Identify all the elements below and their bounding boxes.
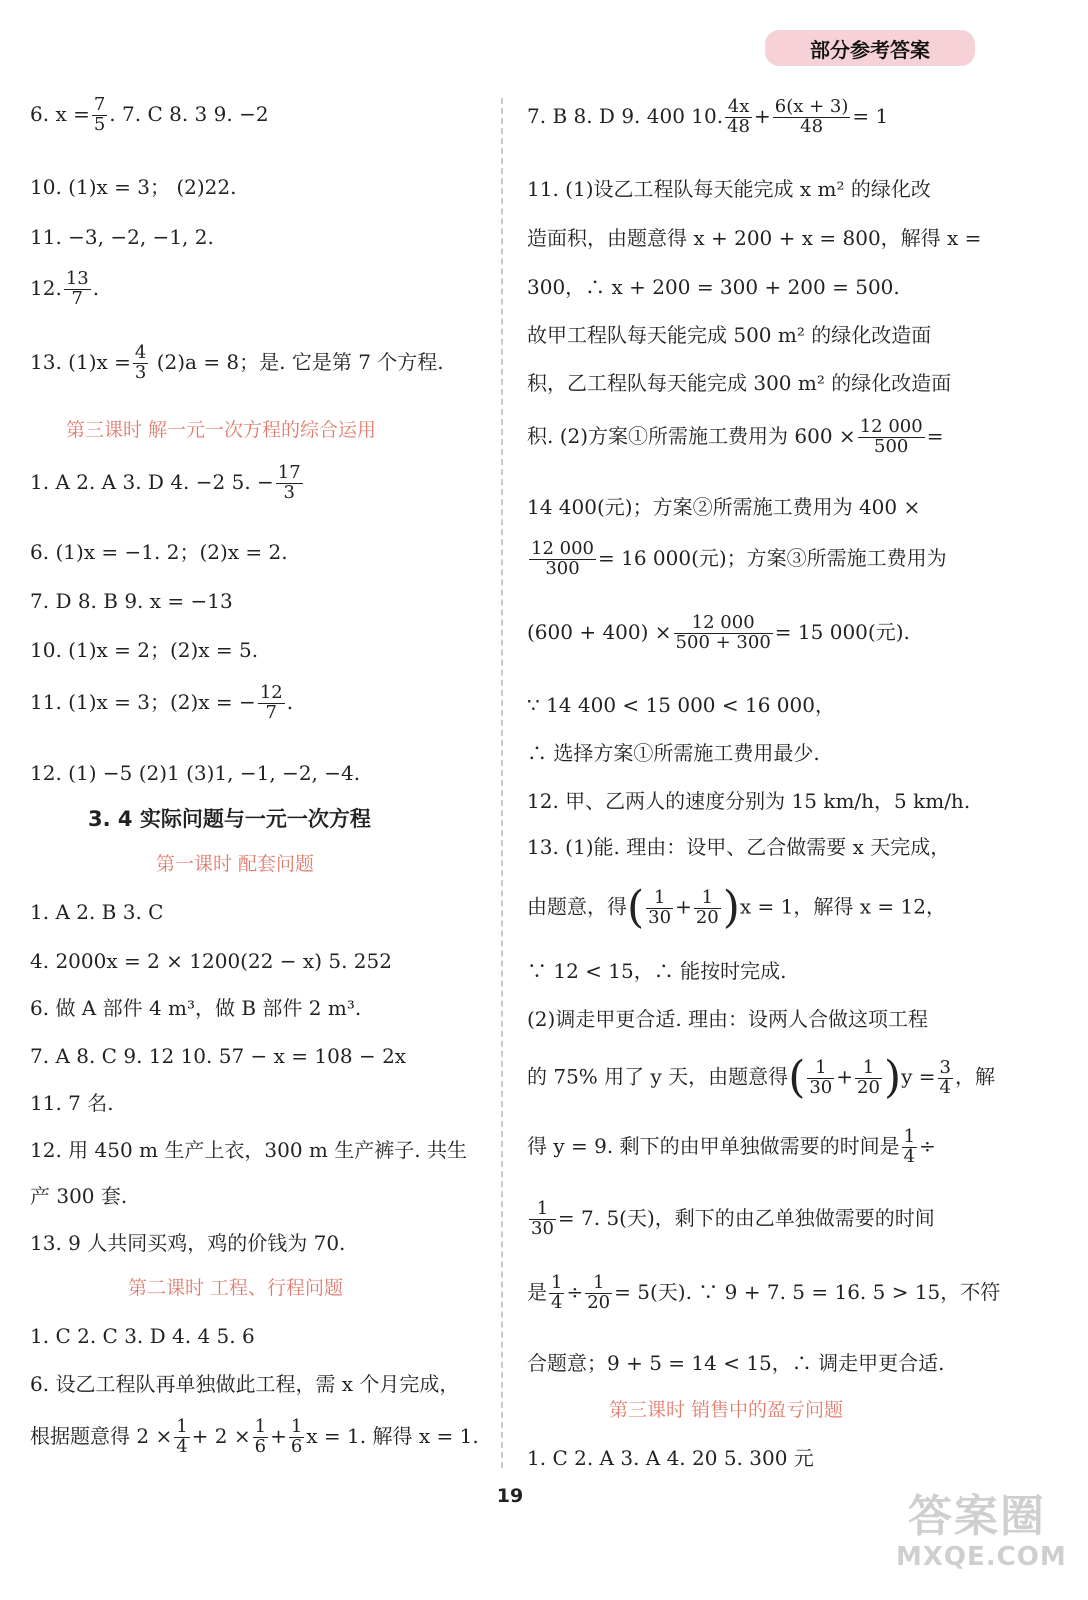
lesson-heading: 第三课时 解一元一次方程的综合运用	[66, 419, 377, 441]
answer-line: 6. 做 A 部件 4 m³，做 B 部件 2 m³.	[30, 996, 362, 1020]
fraction: $\frac{1}{4}$	[551, 1272, 563, 1313]
answer-line: 300，∴ x + 200 = 300 + 200 = 500.	[527, 275, 900, 299]
section-header-tab	[765, 30, 975, 66]
answer-line: 7. A 8. C 9. 12 10. 57 − x = 108 − 2x	[30, 1044, 407, 1068]
answer-line: (600 + 400) × $\frac{12 000}{500 + 300}$ = 15 000(元).	[527, 612, 910, 653]
answer-line: 故甲工程队每天能完成 500 m² 的绿化改造面	[527, 323, 932, 347]
chapter-heading: 3. 4 实际问题与一元一次方程	[88, 807, 371, 831]
column-divider	[501, 98, 503, 1468]
lesson-heading: 第三课时 销售中的盈亏问题	[609, 1399, 844, 1421]
answer-line: 6. 设乙工程队再单独做此工程，需 x 个月完成，	[30, 1372, 460, 1396]
answer-line: 13. (1)能. 理由：设甲、乙合做需要 x 天完成，	[527, 835, 951, 859]
answer-line: 11. −3, −2, −1, 2.	[30, 225, 214, 249]
answer-line: 1. C 2. A 3. A 4. 20 5. 300 元	[527, 1446, 814, 1470]
answer-line: (2)调走甲更合适. 理由：设两人合做这项工程	[527, 1007, 929, 1031]
fraction: $\frac{12}{7}$	[259, 682, 283, 723]
fraction: $\frac{7}{5}$	[93, 94, 106, 135]
answer-line: 12. 甲、乙两人的速度分别为 15 km/h，5 km/h.	[527, 789, 971, 813]
answer-line: 产 300 套.	[30, 1184, 128, 1208]
fraction: $\frac{17}{3}$	[277, 462, 301, 503]
answer-line: 11. (1)设乙工程队每天能完成 x m² 的绿化改	[527, 177, 931, 201]
fraction: $\frac{1}{20}$	[695, 886, 719, 928]
fraction: $\frac{12 000}{300}$	[531, 538, 594, 579]
fraction: $\frac{4x}{48}$	[727, 96, 751, 137]
answer-line: 7. D 8. B 9. x = −13	[30, 589, 233, 613]
answer-line: 积. (2)方案①所需施工费用为 600 × $\frac{12 000}{500}$ =	[527, 416, 944, 457]
fraction: $\frac{12 000}{500 + 300}$	[675, 612, 771, 653]
section-header-title: 部分参考答案	[810, 37, 930, 62]
answer-line: 13. 9 人共同买鸡，鸡的价钱为 70.	[30, 1231, 346, 1255]
answer-line: 4. 2000x = 2 × 1200(22 − x) 5. 252	[30, 949, 392, 973]
fraction: $\frac{1}{30}$	[648, 886, 672, 928]
answer-line: ∴ 选择方案①所需施工费用最少.	[527, 741, 820, 765]
answer-line: 12. 用 450 m 生产上衣，300 m 生产裤子. 共生	[30, 1138, 467, 1162]
lesson-heading: 第一课时 配套问题	[156, 853, 315, 875]
answer-line: $\frac{1}{30}$ = 7. 5(天)，剩下的由乙单独做需要的时间	[531, 1198, 935, 1239]
watermark-url: MXQE.COM	[896, 1542, 1067, 1572]
answer-line: 10. (1)x = 2；(2)x = 5.	[30, 638, 259, 662]
answer-line: 13. (1)x = $\frac{4}{3}$ (2)a = 8；是. 它是第 7 个方程.	[30, 342, 444, 383]
fraction: $\frac{1}{30}$	[809, 1056, 833, 1098]
fraction: $\frac{1}{20}$	[587, 1272, 611, 1313]
answer-line: 12. $\frac{13}{7}$ .	[30, 268, 100, 309]
answer-line: 合题意；9 + 5 = 14 < 15，∴ 调走甲更合适.	[527, 1351, 945, 1375]
answer-line: 积，乙工程队每天能完成 300 m² 的绿化改造面	[527, 371, 952, 395]
fraction: $\frac{1}{6}$	[290, 1416, 303, 1457]
fraction: $\frac{1}{4}$	[903, 1126, 916, 1167]
answer-line: 1. A 2. A 3. D 4. −2 5. − $\frac{17}{3}$	[30, 462, 301, 503]
answer-line: 10. (1)x = 3； (2)22.	[30, 175, 237, 199]
answer-line: 1. C 2. C 3. D 4. 4 5. 6	[30, 1324, 255, 1348]
answer-line: 根据题意得 2 × $\frac{1}{4}$ + 2 × $\frac{1}{6}$ + $\frac{1}{6}$ x = 1. 解得 x = 1.	[30, 1416, 479, 1457]
answer-line: 是 $\frac{1}{4}$ ÷ $\frac{1}{20}$ = 5(天). ∵ 9 + 7. 5 = 16. 5 > 15，不符	[527, 1272, 1001, 1313]
answer-line: 造面积，由题意得 x + 200 + x = 800，解得 x =	[527, 226, 982, 250]
answer-line: 的 75% 用了 y 天，由题意得( $\frac{1}{30}$ + $\frac{1}{20}$ )y = $\frac{3}{4}$ ，解	[527, 1052, 995, 1103]
answer-line: ∵ 14 400 < 15 000 < 16 000，	[527, 693, 835, 717]
lesson-heading: 第二课时 工程、行程问题	[128, 1277, 344, 1299]
fraction: $\frac{3}{4}$	[939, 1056, 951, 1098]
answer-line: 11. 7 名.	[30, 1091, 114, 1115]
answer-line: 14 400(元)；方案②所需施工费用为 400 ×	[527, 495, 921, 519]
answer-line: 11. (1)x = 3；(2)x = − $\frac{12}{7}$ .	[30, 682, 294, 723]
fraction: $\frac{4}{3}$	[134, 342, 147, 383]
answer-line: 1. A 2. B 3. C	[30, 900, 164, 924]
fraction: $\frac{1}{20}$	[857, 1056, 880, 1098]
fraction: $\frac{1}{30}$	[531, 1198, 554, 1239]
answer-line: 得 y = 9. 剩下的由甲单独做需要的时间是 $\frac{1}{4}$ ÷	[527, 1126, 936, 1167]
answer-line: 12. (1) −5 (2)1 (3)1, −1, −2, −4.	[30, 761, 361, 785]
fraction: $\frac{1}{4}$	[176, 1416, 188, 1457]
fraction: $\frac{6(x + 3)}{48}$	[774, 96, 849, 137]
answer-line: $\frac{12 000}{300}$ = 16 000(元)；方案③所需施工费用为	[531, 538, 947, 579]
page-number: 19	[496, 1485, 524, 1507]
answer-line: 6. x = $\frac{7}{5}$ . 7. C 8. 3 9. −2	[30, 94, 269, 135]
fraction: $\frac{1}{6}$	[254, 1416, 267, 1457]
watermark-logo	[888, 1480, 1068, 1590]
watermark-text: 答案圈	[908, 1491, 1046, 1542]
fraction: $\frac{12 000}{500}$	[859, 416, 923, 457]
answer-line: ∵ 12 < 15，∴ 能按时完成.	[527, 959, 787, 983]
answer-line: 由题意，得( $\frac{1}{30}$ + $\frac{1}{20}$ )x = 1，解得 x = 12，	[527, 882, 946, 933]
fraction: $\frac{13}{7}$	[65, 268, 89, 309]
answer-line: 6. (1)x = −1. 2；(2)x = 2.	[30, 540, 288, 564]
answer-line: 7. B 8. D 9. 400 10. $\frac{4x}{48}$ + $\frac{6(x + 3)}{48}$ = 1	[527, 96, 889, 137]
